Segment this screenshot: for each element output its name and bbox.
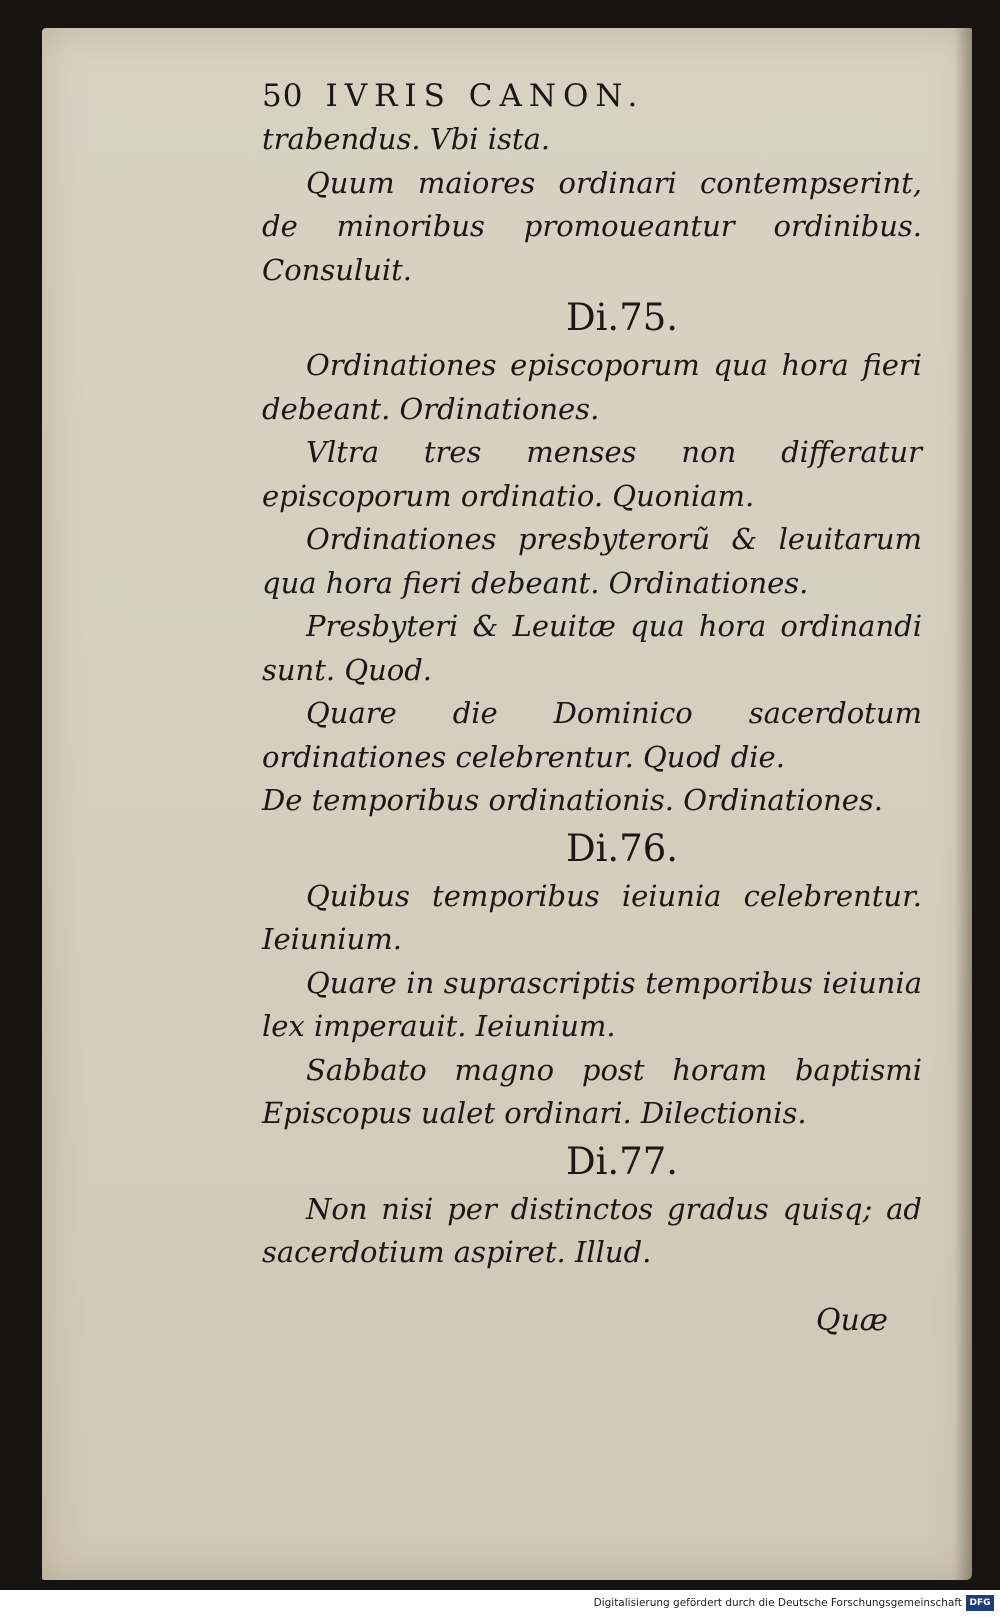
entry: Non nisi per distinctos gradus quisq; ad sacerdotium aspiret. Illud. [262,1191,922,1269]
catchword: Quæ [815,1302,888,1338]
entry: Quare die Dominico sacerdotum ordinationes celebrentur. Quod die. [262,696,922,774]
entry: Vltra tres menses non differatur episcoporum ordinatio. Quoniam. [262,435,922,513]
footer-bar [0,1590,1000,1617]
entry: trabendus. Vbi ista. [262,122,551,156]
running-title: IVRIS CANON. [325,78,645,114]
distinction-heading: Di.75. [565,296,679,339]
entry: Sabbato magno post horam baptismi Episcopus ualet ordinari. Dilectionis. [262,1052,922,1130]
page-edge-shadow [954,28,972,1580]
distinction-heading: Di.76. [565,826,679,870]
funding-credit: Digitalisierung gefördert durch die Deutsche Forschungsgemeinschaft [593,1597,962,1609]
entry: Quum maiores ordinari contempserint, de minoribus promoueantur ordinibus. Consuluit. [262,165,922,287]
distinction-heading: Di.77. [565,1139,679,1183]
entry: Quare in suprascriptis temporibus ieiunia lex imperauit. Ieiunium. [262,965,922,1043]
entry: Ordinationes episcoporum qua hora fieri debeant. Ordinationes. [262,348,922,426]
entry: De temporibus ordinationis. Ordinationes. [262,783,884,817]
entry: Ordinationes presbyterorũ & leuitarum qua hora fieri debeant. Ordinationes. [262,522,922,600]
page-number: 50 [262,78,304,114]
running-head [262,75,922,118]
entry: Presbyteri & Leuitæ qua hora ordinandi sunt. Quod. [262,609,922,687]
page-text [262,75,922,1342]
entry: Quibus temporibus ieiunia celebrentur. Ieiunium. [262,878,922,956]
dfg-logo: DFG [966,1595,994,1611]
